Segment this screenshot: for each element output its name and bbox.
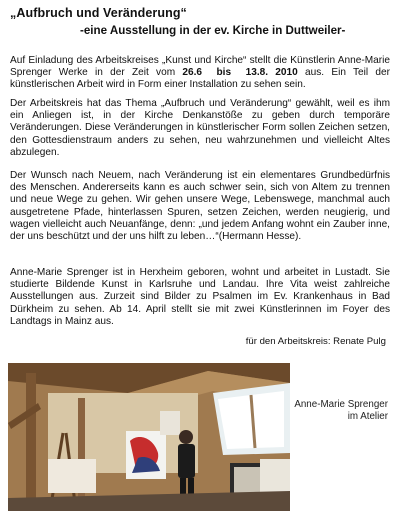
atelier-photo bbox=[8, 363, 290, 511]
article-subtitle: -eine Ausstellung in der ev. Kirche in Duttweiler- bbox=[80, 24, 346, 37]
article-title: „Aufbruch und Veränderung“ bbox=[10, 6, 187, 20]
photo-caption-place: im Atelier bbox=[347, 411, 388, 422]
date-separator: bis bbox=[202, 67, 246, 79]
photo-caption-name: Anne-Marie Sprenger bbox=[294, 399, 388, 410]
atelier-photo-illustration bbox=[8, 363, 290, 511]
paragraph-wish: Der Wunsch nach Neuem, nach Veränderung ist ein elementares Grundbedürfnis des Menschen. Andererseits kann es auch schwer sein, sich von Altem zu trennen und neue Wege zu gehen. Wir gehen unsere Wege, Lebenswege, manchmal auch ausgetretene Pfade, hinterlassen Spuren, setzen Zeichen, werden neugierig, und wagen vielleicht auch Neuanfänge, denn: „und jedem Anfang wohnt ein Zauber inne, der uns beschützt und der uns hilft zu leben…“(Hermann Hesse). bbox=[10, 170, 390, 243]
signature: für den Arbeitskreis: Renate Pulg bbox=[245, 336, 386, 347]
paragraph-invitation bbox=[10, 55, 390, 92]
paragraph-invitation-start: Auf Einladung des Arbeitskreises „Kunst und Kirche“ stellt die Künstlerin Anne-Marie Sprenger Werke in der Zeit vom bbox=[10, 55, 390, 79]
paragraph-artist-bio: Anne-Marie Sprenger ist in Herxheim geboren, wohnt und arbeitet in Lustadt. Sie studierte Bildende Kunst in Karlsruhe und Landau. Ihre Vita weist zahlreiche Ausstellungen aus. Zurzeit sind Bilder zu Psalmen im Ev. Krankenhaus in Bad Dürkheim zu sehen. Ab 14. April stellt sie mit zwei Künstlerinnen im Foyer des Landtags in Mainz aus. bbox=[10, 267, 390, 327]
date-to: 13.8. 2010 bbox=[245, 67, 298, 79]
date-from: 26.6 bbox=[182, 67, 203, 79]
paragraph-invitation-end: aus. Ein Teil der künstlerischen Arbeit wird in Form einer Installation zu sehen sein. bbox=[10, 67, 390, 91]
photo-caption bbox=[278, 399, 388, 423]
paragraph-theme: Der Arbeitskreis hat das Thema „Aufbruch und Veränderung“ gewählt, weil es ihm ein Anliegen ist, in der Kirche Denkanstöße zu geben durch temporäre Veränderungen. Diese Veränderungen in künstlerischer Form sollen Zeichen setzen, den Gottesdienstraum anders zu sehen, neu wahrzunehmen und vielleicht Altes abzulegen. bbox=[10, 98, 390, 158]
